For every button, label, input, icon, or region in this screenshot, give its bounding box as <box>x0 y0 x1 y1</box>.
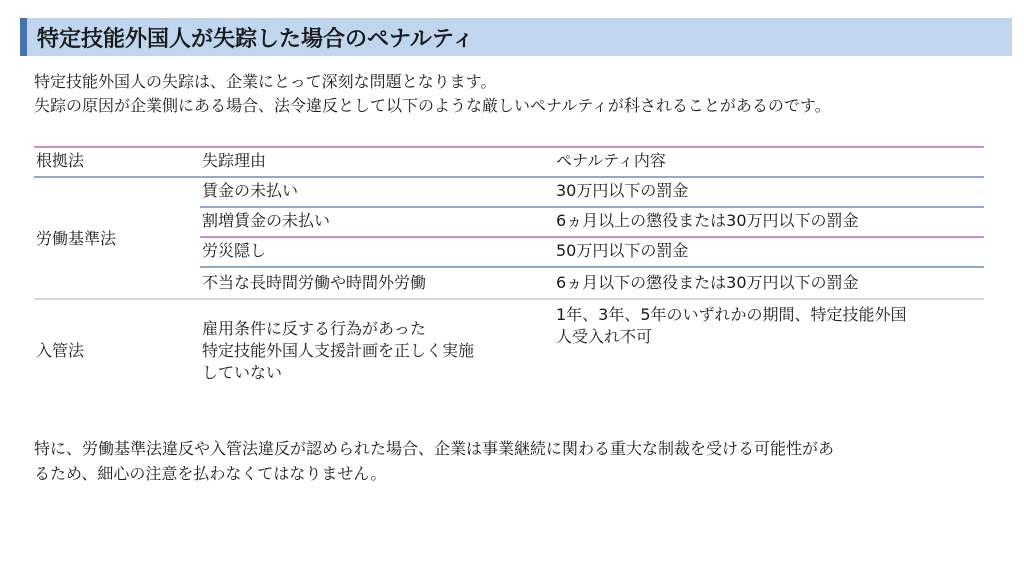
group-law-label: 入管法 <box>36 341 85 360</box>
table-top-border <box>34 146 984 148</box>
table-cell-reason: 特定技能外国人支援計画を正しく実施 <box>202 341 475 360</box>
closing-line: るため、細心の注意を払わなくてはなりません。 <box>34 464 387 483</box>
closing-paragraph <box>34 436 834 486</box>
table-cell-reason: 不当な長時間労働や時間外労働 <box>202 273 427 292</box>
closing-line: 特に、労働基準法違反や入管法違反が認められた場合、企業は事業継続に関わる重大な制裁を受ける可能性があ <box>34 439 835 458</box>
intro-paragraph <box>34 70 831 118</box>
table-cell-penalty: 1年、3年、5年のいずれかの期間、特定技能外国 <box>556 305 907 324</box>
row-divider <box>200 206 984 208</box>
group-divider <box>34 298 984 300</box>
table-cell-penalty: 30万円以下の罰金 <box>556 181 689 200</box>
slide-title-bar <box>20 18 1012 56</box>
slide-title: 特定技能外国人が失踪した場合のペナルティ <box>37 27 475 52</box>
table-cell-reason: していない <box>202 363 283 382</box>
intro-line: 特定技能外国人の失踪は、企業にとって深刻な問題となります。 <box>34 72 497 91</box>
table-cell-reason: 雇用条件に反する行為があった <box>202 319 426 338</box>
table-cell-reason: 賃金の未払い <box>202 181 299 200</box>
table-cell-penalty: 6ヵ月以下の懲役または30万円以下の罰金 <box>556 273 859 292</box>
header-bottom-border <box>34 176 984 178</box>
header-penalty: ペナルティ内容 <box>556 151 666 170</box>
group-law-label: 労働基準法 <box>36 229 117 248</box>
table-cell-penalty: 人受入れ不可 <box>556 327 653 346</box>
row-divider <box>200 266 984 268</box>
table-cell-reason: 割増賃金の未払い <box>202 211 331 230</box>
table-cell-penalty: 6ヵ月以上の懲役または30万円以下の罰金 <box>556 211 859 230</box>
intro-line: 失踪の原因が企業側にある場合、法令違反として以下のような厳しいペナルティが科されることがあるのです。 <box>34 96 831 115</box>
header-reason: 失踪理由 <box>202 151 267 170</box>
table-cell-reason: 労災隠し <box>202 241 267 260</box>
table-cell-penalty: 50万円以下の罰金 <box>556 241 689 260</box>
row-divider <box>200 236 984 238</box>
header-law: 根拠法 <box>36 151 85 170</box>
